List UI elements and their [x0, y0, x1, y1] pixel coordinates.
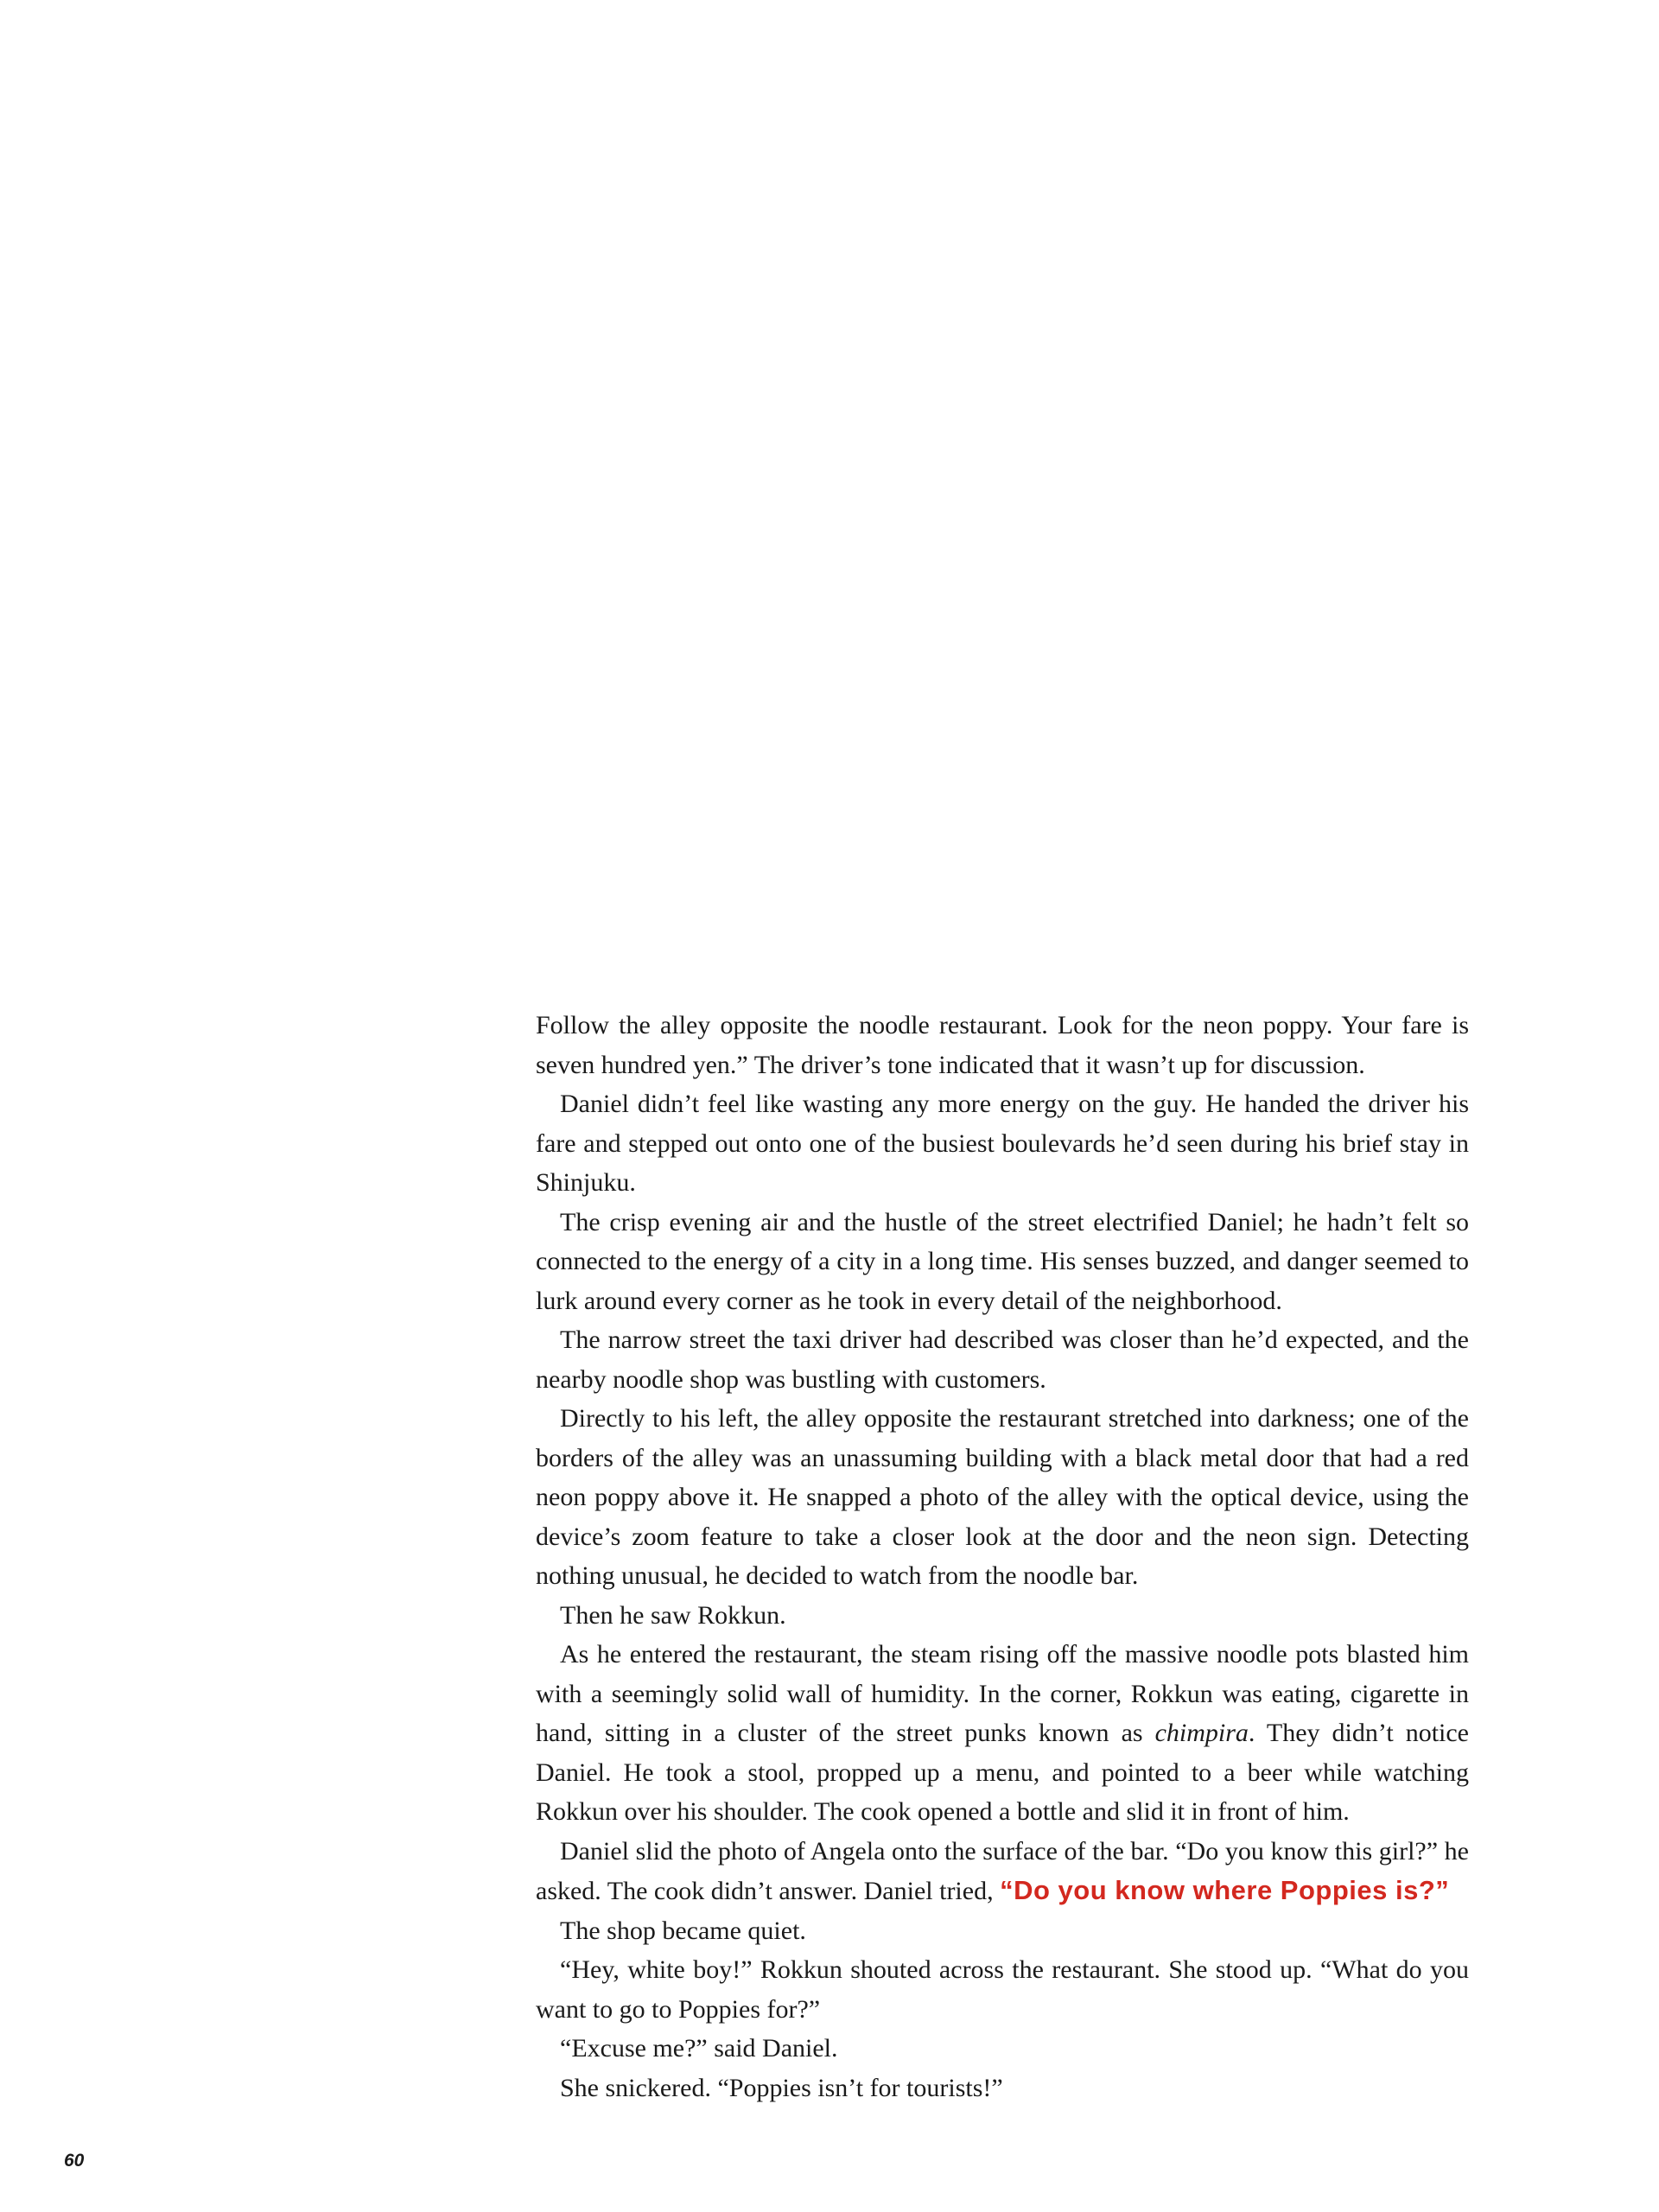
italic-term: chimpira: [1154, 1719, 1249, 1747]
page-number: 60: [64, 2151, 85, 2171]
red-callout-quote: “Do you know where Poppies is?”: [1000, 1875, 1450, 1905]
paragraph-7-text-b: . They didn’t notice Daniel. He took a stool, propped up a menu, and pointed to a beer while watching Rokkun over his shoulder. The cook opened a bottle and slid it in front of him.: [536, 1719, 1469, 1826]
paragraph-5: Directly to his left, the alley opposite the restaurant stretched into darkness; one of the borders of the alley was an unassuming building with a black metal door that had a red neon poppy above it. He snapped a photo of the alley with the optical device, using the device’s zoom feature to take a closer look at the door and the neon sign. Detecting nothing unusual, he decided to watch from the noodle bar.: [536, 1404, 1469, 1590]
paragraph-9: The shop became quiet.: [560, 1916, 806, 1945]
paragraph-7: [536, 1635, 1469, 1832]
paragraph-8-text: Daniel slid the photo of Angela onto the surface of the bar. “Do you know this girl?” he asked. The cook didn’t answer. Daniel tried,: [536, 1836, 1469, 1905]
paragraph-7-text-a: As he entered the restaurant, the steam rising off the massive noodle pots blasted him with a seemingly solid wall of humidity. In the corner, Rokkun was eating, cigarette in hand, sitting in a cluster of the street punks known as: [536, 1640, 1469, 1747]
story-text: [536, 1006, 1469, 2107]
paragraph-12: She snickered. “Poppies isn’t for tourists!”: [560, 2073, 1003, 2102]
paragraph-8: [536, 1832, 1469, 1911]
paragraph-10: “Hey, white boy!” Rokkun shouted across the restaurant. She stood up. “What do you want to go to Poppies for?”: [536, 1955, 1469, 2024]
paragraph-2: Daniel didn’t feel like wasting any more energy on the guy. He handed the driver his fare and stepped out onto one of the busiest boulevards he’d seen during his brief stay in Shinjuku.: [536, 1090, 1469, 1197]
paragraph-4: The narrow street the taxi driver had described was closer than he’d expected, and the nearby noodle shop was bustling with customers.: [536, 1325, 1469, 1394]
paragraph-3: The crisp evening air and the hustle of the street electrified Daniel; he hadn’t felt so connected to the energy of a city in a long time. His senses buzzed, and danger seemed to lurk around every corner as he took in every detail of the neighborhood.: [536, 1207, 1469, 1315]
paragraph-6: Then he saw Rokkun.: [560, 1600, 786, 1630]
paragraph-1: Follow the alley opposite the noodle restaurant. Look for the neon poppy. Your fare is seven hundred yen.” The driver’s tone indicated that it wasn’t up for discussion.: [536, 1011, 1469, 1079]
paragraph-11: “Excuse me?” said Daniel.: [560, 2034, 838, 2063]
